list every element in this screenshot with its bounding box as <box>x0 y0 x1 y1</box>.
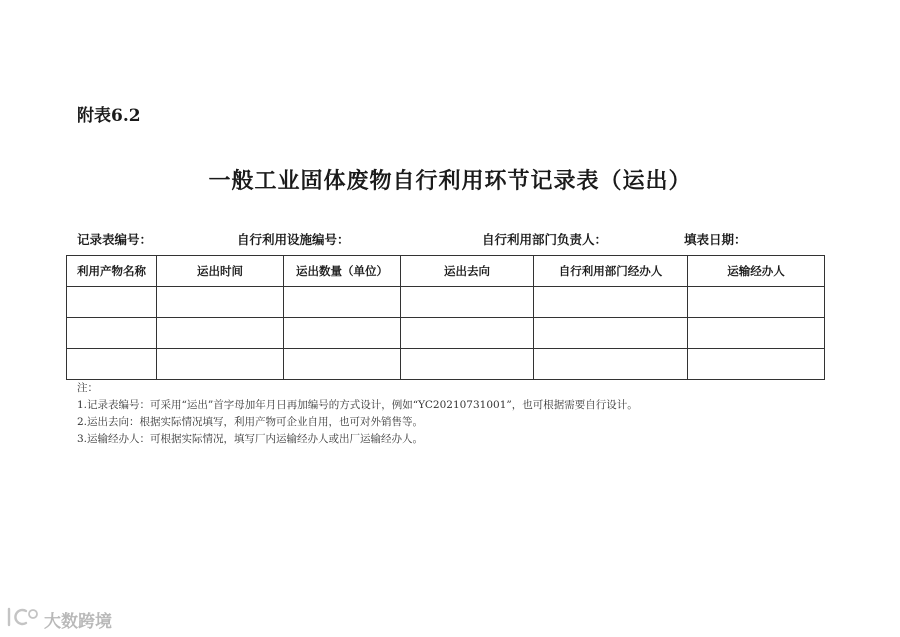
table-cell <box>401 349 534 380</box>
facility-number-label: 自行利用设施编号： <box>237 232 350 247</box>
dept-head-label: 自行利用部门负责人： <box>482 232 608 247</box>
table-row <box>67 287 825 318</box>
column-header: 运出时间 <box>157 256 284 287</box>
column-header: 运出去向 <box>401 256 534 287</box>
watermark-text: 大数跨境 <box>44 612 112 632</box>
table-cell <box>534 318 688 349</box>
table-cell <box>67 318 157 349</box>
table-cell <box>401 318 534 349</box>
table-cell <box>688 349 825 380</box>
table-cell <box>67 349 157 380</box>
column-header: 自行利用部门经办人 <box>534 256 688 287</box>
appendix-label: 附表6.2 <box>77 106 141 126</box>
record-table <box>66 255 825 380</box>
table-cell <box>157 287 284 318</box>
table-cell <box>534 349 688 380</box>
column-header: 运出数量（单位） <box>284 256 401 287</box>
table-cell <box>688 318 825 349</box>
table-cell <box>688 287 825 318</box>
table-row <box>67 318 825 349</box>
table-cell <box>157 318 284 349</box>
column-header: 利用产物名称 <box>67 256 157 287</box>
fill-date-label: 填表日期： <box>684 232 747 247</box>
notes-heading: 注： <box>77 382 98 394</box>
table-cell <box>534 287 688 318</box>
table-cell <box>284 349 401 380</box>
table-cell <box>67 287 157 318</box>
brand-logo-icon <box>6 606 40 633</box>
record-number-label: 记录表编号： <box>77 232 153 247</box>
table-cell <box>284 318 401 349</box>
note-item: 2.运出去向：根据实际情况填写，利用产物可企业自用，也可对外销售等。 <box>77 416 424 428</box>
table-cell <box>401 287 534 318</box>
watermark <box>6 606 112 633</box>
table-row <box>67 349 825 380</box>
table-header-row <box>67 256 825 287</box>
column-header: 运输经办人 <box>688 256 825 287</box>
table-cell <box>284 287 401 318</box>
note-item: 1.记录表编号：可采用“运出”首字母加年月日再加编号的方式设计，例如“YC20210731001”，也可根据需要自行设计。 <box>77 399 638 411</box>
table-cell <box>157 349 284 380</box>
notes-section <box>77 380 638 448</box>
document-title: 一般工业固体废物自行利用环节记录表（运出） <box>208 168 692 194</box>
note-item: 3.运输经办人：可根据实际情况，填写厂内运输经办人或出厂运输经办人。 <box>77 433 424 445</box>
